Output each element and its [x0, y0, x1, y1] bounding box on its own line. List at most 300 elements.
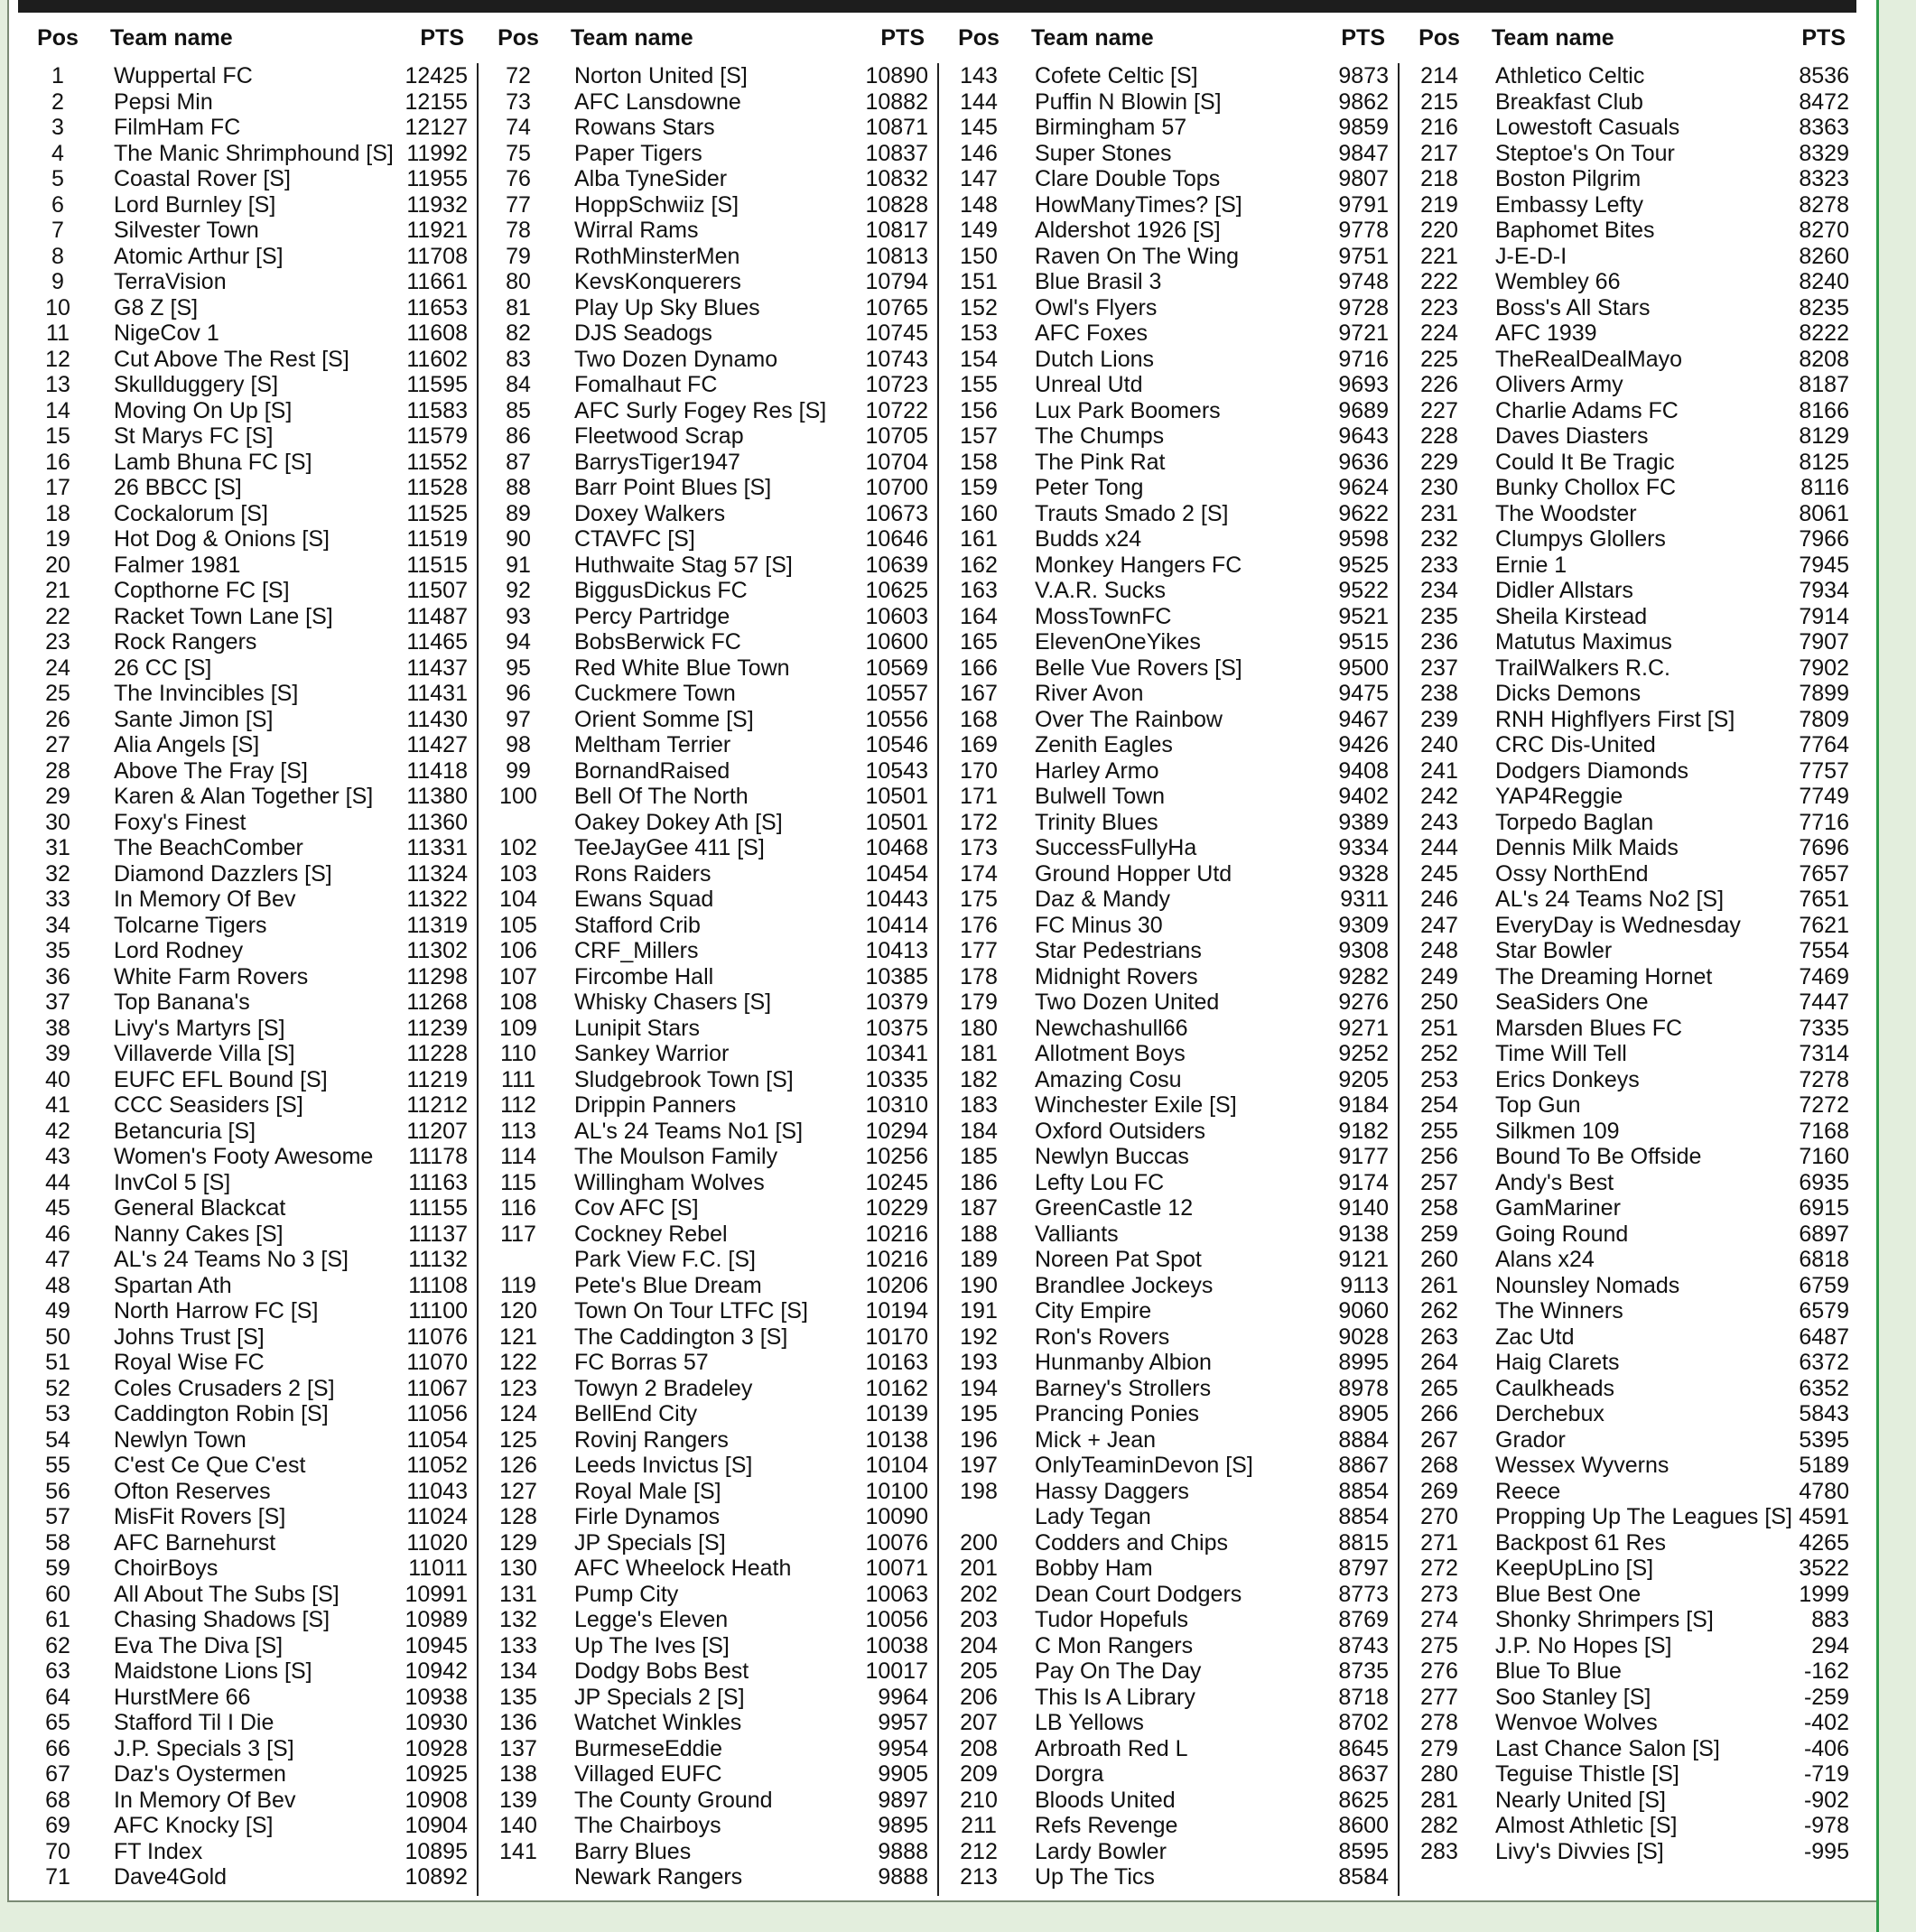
- pts-cell: 11932: [406, 191, 468, 218]
- table-row: [479, 989, 939, 1016]
- pts-cell: 9467: [1338, 706, 1389, 732]
- team-name-cell: TeeJayGee 411 [S]: [574, 835, 765, 860]
- pos-cell: 183: [960, 1092, 998, 1118]
- pos-cell: 200: [960, 1529, 998, 1556]
- pos-cell: 103: [499, 860, 537, 887]
- header-team-name: Team name: [1492, 24, 1614, 51]
- pos-cell: 85: [506, 397, 531, 423]
- table-row: [479, 1556, 939, 1582]
- team-name-cell: Two Dozen United: [1035, 989, 1220, 1015]
- header-pts: PTS: [880, 24, 925, 51]
- team-name-cell: The Invincibles [S]: [114, 681, 299, 706]
- team-name-cell: Lunipit Stars: [574, 1015, 700, 1041]
- team-name-cell: Fircombe Hall: [574, 963, 714, 989]
- pos-cell: 136: [499, 1710, 537, 1735]
- table-row: [939, 1273, 1400, 1299]
- table-row: [1400, 1273, 1860, 1299]
- pts-cell: 8260: [1799, 243, 1849, 269]
- pos-cell: 265: [1420, 1375, 1458, 1401]
- team-name-cell: J.P. Specials 3 [S]: [114, 1735, 294, 1761]
- pos-cell: 51: [45, 1350, 70, 1375]
- table-row: [479, 604, 939, 630]
- team-name-cell: Peter Tong: [1035, 475, 1144, 500]
- team-name-cell: Norton United [S]: [574, 63, 748, 88]
- pts-cell: 8905: [1338, 1401, 1389, 1426]
- pos-cell: 247: [1420, 912, 1458, 938]
- pts-cell: 9778: [1338, 218, 1389, 243]
- pts-cell: 10904: [405, 1813, 468, 1838]
- table-row: [479, 1247, 939, 1273]
- league-table: [18, 16, 1860, 1899]
- pts-cell: 8978: [1338, 1375, 1389, 1401]
- table-row: [479, 1273, 939, 1299]
- team-name-cell: HurstMere 66: [114, 1684, 251, 1710]
- table-row: [18, 1556, 479, 1582]
- table-row: [479, 1685, 939, 1711]
- table-row: [18, 526, 479, 553]
- team-name-cell: Time Will Tell: [1495, 1041, 1627, 1066]
- table-row: [1400, 320, 1860, 347]
- pos-cell: 53: [45, 1401, 70, 1426]
- team-name-cell: Last Chance Salon [S]: [1495, 1735, 1720, 1761]
- table-row: [18, 1761, 479, 1788]
- pos-cell: 156: [960, 397, 998, 423]
- pos-cell: 238: [1420, 681, 1458, 706]
- pts-cell: 10341: [865, 1041, 928, 1066]
- pts-cell: 9888: [878, 1838, 928, 1864]
- team-name-cell: Rock Rangers: [114, 629, 257, 655]
- pts-cell: 10379: [865, 989, 928, 1015]
- table-row: [1400, 578, 1860, 604]
- team-name-cell: The Woodster: [1495, 500, 1637, 526]
- pts-cell: 10138: [865, 1426, 928, 1453]
- pts-cell: 10071: [865, 1556, 928, 1581]
- team-name-cell: Going Round: [1495, 1221, 1629, 1247]
- pos-cell: 223: [1420, 294, 1458, 320]
- team-name-cell: Newchashull66: [1035, 1015, 1188, 1041]
- table-row: [1400, 1736, 1860, 1762]
- pts-cell: 9184: [1338, 1092, 1389, 1118]
- table-row: [1400, 1530, 1860, 1556]
- pos-cell: 20: [45, 552, 70, 578]
- pts-cell: 9205: [1338, 1066, 1389, 1092]
- pos-cell: 63: [45, 1658, 70, 1684]
- pos-cell: 23: [45, 629, 70, 655]
- team-name-cell: In Memory Of Bev: [114, 1787, 296, 1813]
- pos-cell: 29: [45, 784, 70, 809]
- table-row: [1400, 141, 1860, 167]
- team-name-cell: Bound To Be Offside: [1495, 1144, 1702, 1169]
- team-name-cell: Aldershot 1926 [S]: [1035, 218, 1221, 243]
- pts-cell: 11418: [406, 757, 468, 784]
- table-row: [18, 758, 479, 785]
- team-name-cell: FilmHam FC: [114, 115, 241, 140]
- pos-cell: 134: [499, 1658, 537, 1684]
- team-name-cell: Diamond Dazzlers [S]: [114, 860, 332, 887]
- pos-cell: 187: [960, 1195, 998, 1221]
- pos-cell: 226: [1420, 372, 1458, 397]
- team-name-cell: Daz's Oystermen: [114, 1761, 286, 1787]
- table-row: [479, 1067, 939, 1093]
- team-name-cell: Top Banana's: [114, 989, 250, 1015]
- team-name-cell: Above The Fray [S]: [114, 757, 308, 784]
- pos-cell: 117: [500, 1221, 536, 1247]
- pts-cell: 12155: [405, 88, 468, 115]
- pos-cell: 102: [499, 835, 537, 860]
- pos-cell: 259: [1420, 1221, 1458, 1247]
- pts-cell: 9282: [1338, 963, 1389, 989]
- table-column: [18, 16, 479, 1899]
- table-row: [479, 1582, 939, 1608]
- pts-cell: 10139: [865, 1401, 928, 1426]
- team-name-cell: Brandlee Jockeys: [1035, 1272, 1214, 1298]
- table-row: [479, 1530, 939, 1556]
- pos-cell: 82: [506, 320, 531, 346]
- table-row: [939, 861, 1400, 887]
- pos-cell: 27: [45, 732, 70, 757]
- table-row: [1400, 295, 1860, 321]
- team-name-cell: Firle Dynamos: [574, 1504, 721, 1529]
- pts-cell: 9138: [1338, 1221, 1389, 1247]
- table-row: [479, 526, 939, 553]
- pts-cell: 10991: [405, 1581, 468, 1607]
- pos-cell: 68: [45, 1787, 70, 1813]
- pts-cell: 10723: [865, 372, 928, 397]
- pos-cell: 34: [45, 912, 70, 938]
- pos-cell: 139: [499, 1787, 537, 1813]
- team-name-cell: Winchester Exile [S]: [1035, 1092, 1237, 1118]
- table-row: [18, 1144, 479, 1170]
- table-row: [939, 115, 1400, 141]
- pts-cell: 7657: [1799, 860, 1849, 887]
- pos-cell: 277: [1420, 1684, 1458, 1710]
- pos-cell: 250: [1420, 989, 1458, 1015]
- pts-cell: 11212: [406, 1092, 468, 1118]
- table-row: [939, 475, 1400, 501]
- team-name-cell: Lowestoft Casuals: [1495, 115, 1680, 140]
- team-name-cell: RNH Highflyers First [S]: [1495, 706, 1735, 732]
- team-name-cell: Andy's Best: [1495, 1169, 1614, 1195]
- pos-cell: 21: [45, 578, 70, 603]
- pts-cell: 10162: [865, 1375, 928, 1401]
- table-row: [939, 553, 1400, 579]
- pos-cell: 272: [1420, 1556, 1458, 1581]
- pts-cell: 10603: [865, 603, 928, 629]
- team-name-cell: Backpost 61 Res: [1495, 1529, 1666, 1556]
- table-row: [939, 913, 1400, 939]
- pos-cell: 225: [1420, 346, 1458, 372]
- pts-cell: 11067: [406, 1375, 468, 1401]
- team-name-cell: AFC Foxes: [1035, 320, 1149, 346]
- pts-cell: 10310: [865, 1092, 928, 1118]
- pos-cell: 115: [500, 1169, 536, 1195]
- pts-cell: 7272: [1799, 1092, 1849, 1118]
- pts-cell: -902: [1803, 1787, 1849, 1813]
- team-name-cell: City Empire: [1035, 1298, 1152, 1324]
- pos-cell: 24: [45, 655, 70, 681]
- pts-cell: 11602: [406, 346, 468, 372]
- table-row: [1400, 1195, 1860, 1221]
- pos-cell: 120: [499, 1298, 537, 1324]
- table-row: [18, 604, 479, 630]
- pts-cell: 9721: [1338, 320, 1389, 346]
- pos-cell: 144: [960, 88, 998, 115]
- table-row: [479, 1453, 939, 1479]
- pts-cell: 8187: [1799, 372, 1849, 397]
- team-name-cell: Dodgers Diamonds: [1495, 757, 1688, 784]
- table-row: [479, 1016, 939, 1042]
- pos-cell: 1: [51, 63, 64, 88]
- pts-cell: 6915: [1799, 1195, 1849, 1221]
- table-row: [18, 89, 479, 116]
- team-name-cell: G8 Z [S]: [114, 294, 199, 320]
- table-row: [18, 1247, 479, 1273]
- pos-cell: 64: [45, 1684, 70, 1710]
- pts-cell: 11525: [406, 500, 468, 526]
- pos-cell: 38: [45, 1015, 70, 1041]
- team-name-cell: Sheila Kirstead: [1495, 603, 1648, 629]
- table-row: [939, 166, 1400, 192]
- pts-cell: 8166: [1799, 397, 1849, 423]
- pos-cell: 180: [960, 1015, 998, 1041]
- table-row: [939, 1119, 1400, 1145]
- pts-cell: 8472: [1799, 88, 1849, 115]
- pos-cell: 243: [1420, 809, 1458, 835]
- team-name-cell: AL's 24 Teams No 3 [S]: [114, 1247, 349, 1272]
- pos-cell: 80: [506, 269, 531, 294]
- pos-cell: 184: [960, 1118, 998, 1144]
- table-row: [939, 1016, 1400, 1042]
- pts-cell: 11163: [408, 1169, 468, 1195]
- table-row: [939, 1813, 1400, 1839]
- table-row: [939, 1788, 1400, 1814]
- table-row: [1400, 1453, 1860, 1479]
- pos-cell: 100: [499, 784, 537, 809]
- pos-cell: 197: [960, 1453, 998, 1478]
- pos-cell: 46: [45, 1221, 70, 1247]
- team-name-cell: Cockalorum [S]: [114, 500, 268, 526]
- pos-cell: 99: [506, 757, 531, 784]
- table-row: [1400, 1144, 1860, 1170]
- table-row: [479, 835, 939, 861]
- team-name-cell: Cuckmere Town: [574, 681, 736, 706]
- table-row: [1400, 681, 1860, 707]
- pts-cell: 9624: [1338, 475, 1389, 500]
- table-row: [18, 1324, 479, 1351]
- table-row: [1400, 166, 1860, 192]
- team-name-cell: J.P. No Hopes [S]: [1495, 1632, 1672, 1658]
- pts-cell: 12127: [405, 115, 468, 140]
- table-row: [18, 989, 479, 1016]
- pts-cell: 9252: [1338, 1041, 1389, 1066]
- team-name-cell: Wessex Wyverns: [1495, 1453, 1670, 1478]
- table-row: [939, 1685, 1400, 1711]
- team-name-cell: HowManyTimes? [S]: [1035, 191, 1242, 218]
- table-row: [479, 1401, 939, 1427]
- pts-cell: 10828: [865, 191, 928, 218]
- table-row: [1400, 1067, 1860, 1093]
- table-row: [18, 578, 479, 604]
- pos-cell: 217: [1420, 140, 1458, 166]
- table-row: [939, 1633, 1400, 1659]
- pos-cell: 88: [506, 475, 531, 500]
- team-name-cell: Rovinj Rangers: [574, 1426, 729, 1453]
- team-name-cell: Atomic Arthur [S]: [114, 243, 284, 269]
- table-row: [479, 861, 939, 887]
- pos-cell: 237: [1420, 655, 1458, 681]
- team-name-cell: Zac Utd: [1495, 1324, 1575, 1350]
- pts-cell: 9897: [878, 1787, 928, 1813]
- pos-cell: 123: [499, 1375, 537, 1401]
- table-row: [18, 398, 479, 424]
- pos-cell: 174: [960, 860, 998, 887]
- pos-cell: [479, 1247, 558, 1273]
- table-row: [939, 295, 1400, 321]
- pos-cell: 141: [499, 1838, 537, 1864]
- header-pts: PTS: [420, 24, 464, 51]
- team-name-cell: Betancuria [S]: [114, 1118, 256, 1144]
- pts-cell: 6372: [1799, 1350, 1849, 1375]
- team-name-cell: LB Yellows: [1035, 1710, 1144, 1735]
- team-name-cell: ElevenOneYikes: [1035, 629, 1201, 655]
- column-rows: [18, 63, 479, 1890]
- pos-cell: 258: [1420, 1195, 1458, 1221]
- pos-cell: 72: [506, 63, 531, 88]
- pos-cell: 213: [960, 1864, 998, 1890]
- team-name-cell: YAP4Reggie: [1495, 784, 1623, 809]
- table-row: [479, 1144, 939, 1170]
- table-row: [1400, 1221, 1860, 1248]
- pos-cell: 157: [960, 423, 998, 449]
- pos-cell: 168: [960, 706, 998, 732]
- table-row: [939, 1350, 1400, 1376]
- pts-cell: 8208: [1799, 346, 1849, 372]
- table-row: [18, 450, 479, 476]
- pos-cell: 14: [45, 397, 70, 423]
- pos-cell: 57: [45, 1504, 70, 1529]
- table-row: [18, 629, 479, 655]
- pts-cell: 8884: [1338, 1426, 1389, 1453]
- team-name-cell: Orient Somme [S]: [574, 706, 754, 732]
- table-row: [18, 1685, 479, 1711]
- pos-cell: 18: [45, 500, 70, 526]
- table-row: [939, 810, 1400, 836]
- pos-cell: 48: [45, 1272, 70, 1298]
- pos-cell: 252: [1420, 1041, 1458, 1066]
- team-name-cell: Livy's Martyrs [S]: [114, 1015, 285, 1041]
- table-row: [939, 732, 1400, 758]
- team-name-cell: Monkey Hangers FC: [1035, 552, 1242, 578]
- pos-cell: 232: [1420, 526, 1458, 552]
- pts-cell: 10229: [865, 1195, 928, 1221]
- table-row: [1400, 964, 1860, 990]
- pos-cell: 194: [960, 1375, 998, 1401]
- pts-cell: 11322: [406, 887, 468, 912]
- column-header: [1400, 16, 1860, 60]
- pos-cell: 40: [45, 1066, 70, 1092]
- pos-cell: 279: [1420, 1735, 1458, 1761]
- table-row: [479, 1736, 939, 1762]
- team-name-cell: Torpedo Baglan: [1495, 809, 1654, 835]
- pts-cell: 10942: [405, 1658, 468, 1684]
- team-name-cell: Copthorne FC [S]: [114, 578, 290, 603]
- pos-cell: 191: [960, 1298, 998, 1324]
- team-name-cell: The Caddington 3 [S]: [574, 1324, 788, 1350]
- pos-cell: 119: [500, 1272, 536, 1298]
- team-name-cell: AL's 24 Teams No2 [S]: [1495, 887, 1725, 912]
- team-name-cell: Chasing Shadows [S]: [114, 1607, 330, 1632]
- pts-cell: 10625: [865, 578, 928, 603]
- team-name-cell: Blue To Blue: [1495, 1658, 1622, 1684]
- pts-cell: 10546: [865, 732, 928, 757]
- pos-cell: 132: [499, 1607, 537, 1632]
- table-row: [479, 218, 939, 244]
- table-row: [479, 629, 939, 655]
- pts-cell: 6579: [1799, 1298, 1849, 1324]
- team-name-cell: BornandRaised: [574, 757, 730, 784]
- table-row: [18, 423, 479, 450]
- pts-cell: 10892: [405, 1864, 468, 1890]
- table-row: [1400, 1556, 1860, 1582]
- table-row: [1400, 1298, 1860, 1324]
- table-row: [479, 269, 939, 295]
- pts-cell: 7335: [1799, 1015, 1849, 1041]
- pts-cell: 9954: [878, 1735, 928, 1761]
- table-row: [939, 1736, 1400, 1762]
- table-row: [939, 398, 1400, 424]
- team-name-cell: Propping Up The Leagues [S]: [1495, 1504, 1792, 1529]
- pts-cell: 9028: [1338, 1324, 1389, 1350]
- table-row: [1400, 526, 1860, 553]
- pts-cell: 10704: [865, 449, 928, 475]
- team-name-cell: GamMariner: [1495, 1195, 1621, 1221]
- pos-cell: 207: [960, 1710, 998, 1735]
- pos-cell: 192: [960, 1324, 998, 1350]
- team-name-cell: Whisky Chasers [S]: [574, 989, 772, 1015]
- pos-cell: 131: [499, 1581, 537, 1607]
- pos-cell: 230: [1420, 475, 1458, 500]
- pos-cell: 55: [45, 1453, 70, 1478]
- pts-cell: 10063: [865, 1581, 928, 1607]
- pos-cell: 6: [51, 191, 64, 218]
- table-row: [479, 1479, 939, 1505]
- pos-cell: 71: [45, 1864, 70, 1890]
- team-name-cell: CCC Seasiders [S]: [114, 1092, 303, 1118]
- pos-cell: 81: [506, 294, 531, 320]
- team-name-cell: Teguise Thistle [S]: [1495, 1761, 1679, 1787]
- pos-cell: 244: [1420, 835, 1458, 860]
- team-name-cell: TrailWalkers R.C.: [1495, 655, 1670, 681]
- team-name-cell: KevsKonquerers: [574, 269, 741, 294]
- pts-cell: 10017: [865, 1658, 928, 1684]
- pos-cell: 74: [506, 115, 531, 140]
- pos-cell: 172: [960, 809, 998, 835]
- pos-cell: 241: [1420, 757, 1458, 784]
- pos-cell: 97: [506, 706, 531, 732]
- team-name-cell: The BeachComber: [114, 835, 303, 860]
- pts-cell: 9113: [1340, 1272, 1389, 1298]
- header-team-name: Team name: [110, 24, 233, 51]
- team-name-cell: Grador: [1495, 1426, 1566, 1453]
- team-name-cell: The County Ground: [574, 1787, 773, 1813]
- table-row: [1400, 1350, 1860, 1376]
- team-name-cell: Olivers Army: [1495, 372, 1623, 397]
- table-row: [479, 320, 939, 347]
- pts-cell: 10385: [865, 963, 928, 989]
- table-row: [939, 1427, 1400, 1454]
- team-name-cell: JP Specials [S]: [574, 1529, 726, 1556]
- team-name-cell: Fomalhaut FC: [574, 372, 718, 397]
